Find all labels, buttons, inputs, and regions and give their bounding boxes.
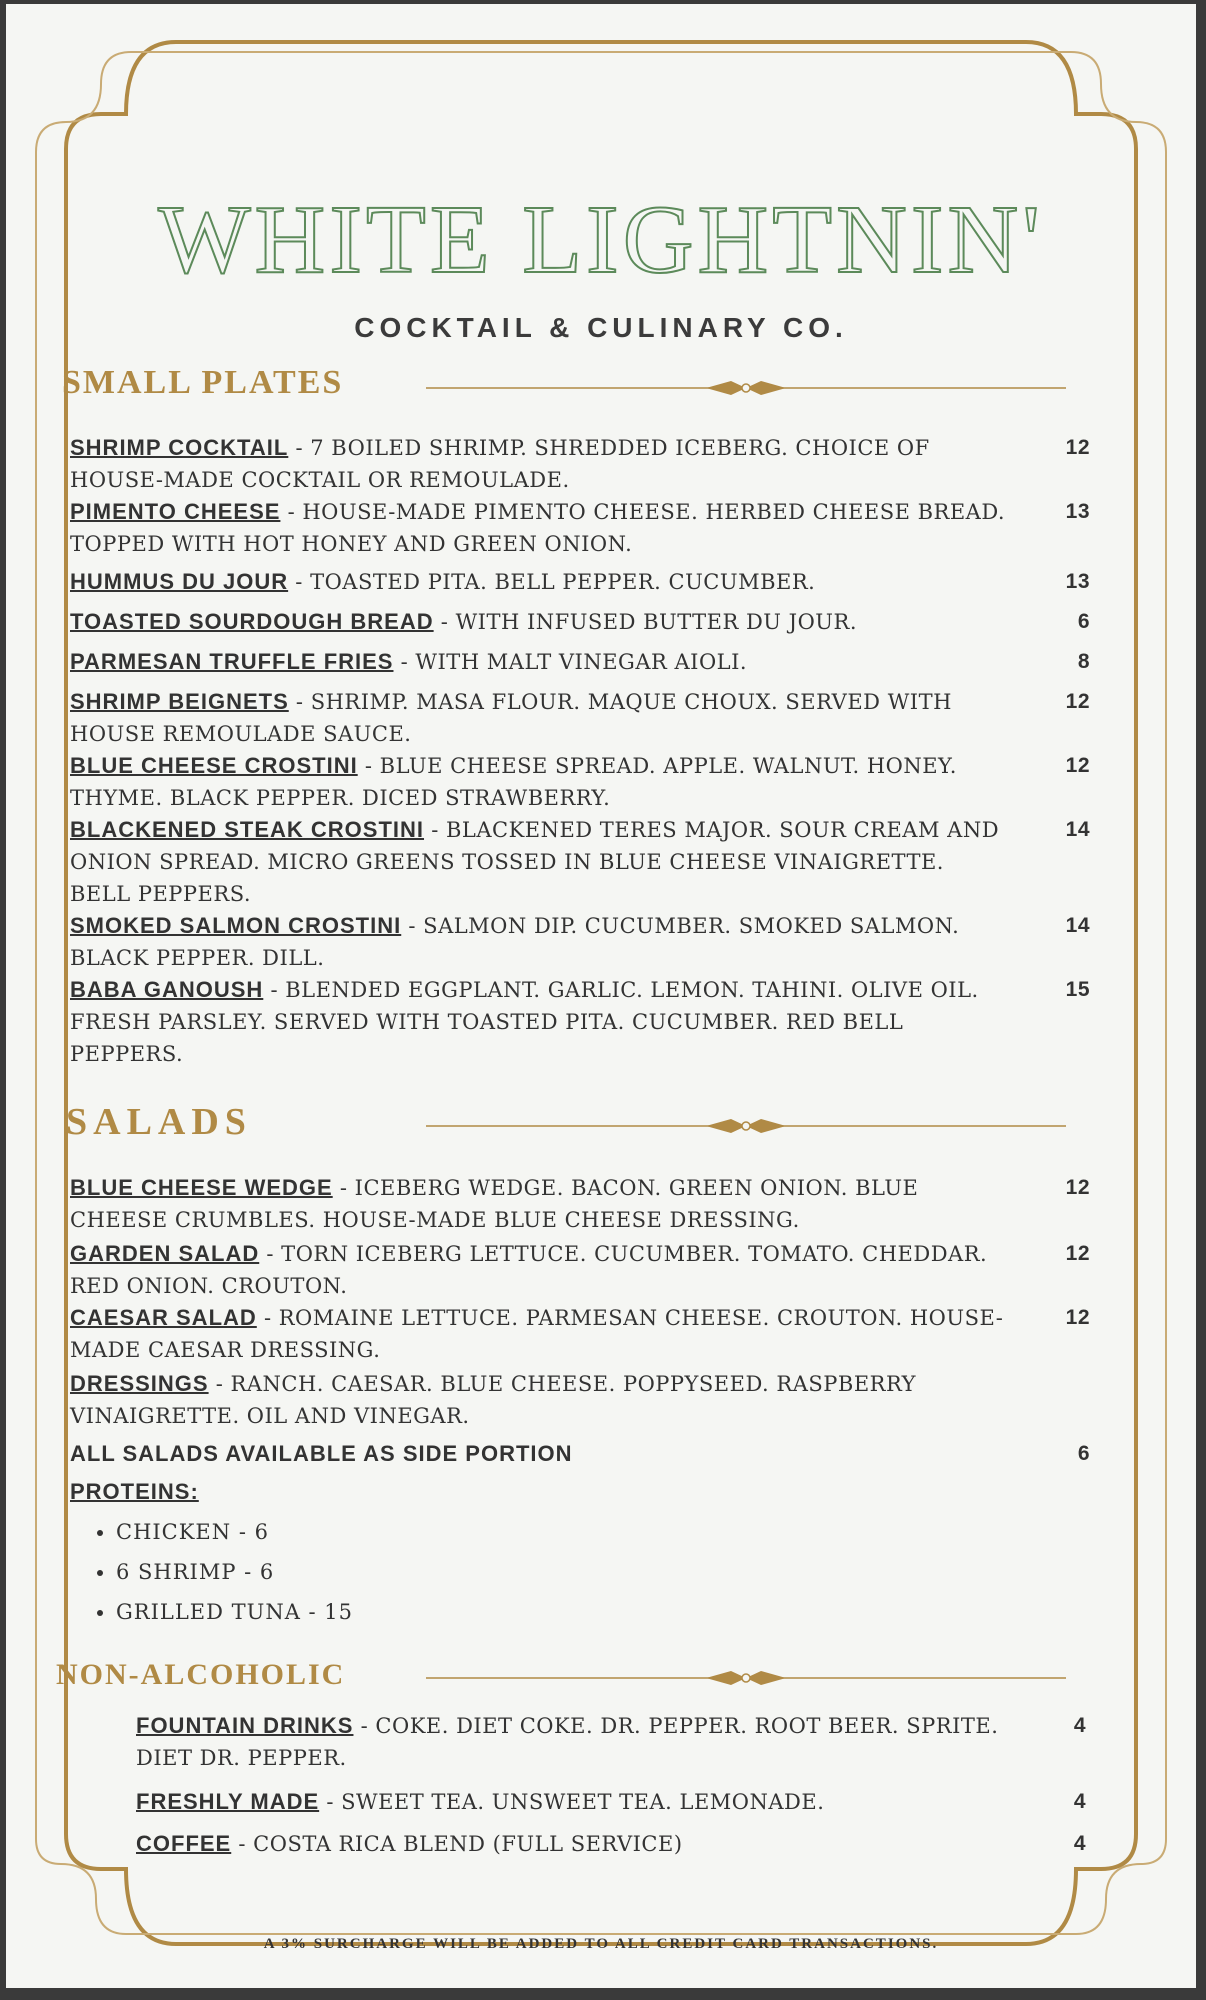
protein-item-shrimp: • 6 SHRIMP - 6 xyxy=(116,1552,353,1592)
item-price: 14 xyxy=(1065,914,1090,937)
item-description: - ROMAINE LETTUCE. PARMESAN CHEESE. CROUTON. HOUSE-MADE CAESAR DRESSING. xyxy=(70,1306,1004,1362)
side-portion-note xyxy=(70,1438,1090,1470)
item-price: 12 xyxy=(1065,1176,1090,1199)
item-description: - WITH MALT VINEGAR AIOLI. xyxy=(393,650,748,674)
ornament-divider xyxy=(426,1116,1066,1136)
ornament-divider xyxy=(426,378,1066,398)
menu-item-shrimp-beignets xyxy=(70,686,1090,750)
item-name: COFFEE xyxy=(136,1831,232,1856)
item-name: GARDEN SALAD xyxy=(70,1241,260,1266)
section-heading-non-alcoholic: NON-ALCOHOLIC xyxy=(56,1658,346,1691)
item-price: 4 xyxy=(1073,1832,1086,1855)
menu-item-fountain-drinks xyxy=(136,1710,1086,1774)
restaurant-title: WHITE LIGHTNIN' xyxy=(158,186,1044,294)
item-price: 12 xyxy=(1065,436,1090,459)
item-name: PARMESAN TRUFFLE FRIES xyxy=(70,649,394,674)
item-price: 13 xyxy=(1065,500,1090,523)
menu-item-dressings xyxy=(70,1368,1090,1432)
proteins-label: PROTEINS: xyxy=(70,1479,199,1504)
protein-item-chicken: • CHICKEN - 6 xyxy=(116,1512,353,1552)
section-heading-small-plates: SMALL PLATES xyxy=(62,364,344,401)
item-price: 4 xyxy=(1073,1714,1086,1737)
item-name: FRESHLY MADE xyxy=(136,1789,320,1814)
menu-item-pimento-cheese xyxy=(70,496,1090,560)
item-description: - BLUE CHEESE SPREAD. APPLE. WALNUT. HONEY. THYME. BLACK PEPPER. DICED STRAWBERRY. xyxy=(70,754,957,810)
menu-item-smoked-salmon-crostini xyxy=(70,910,1090,974)
menu-item-toasted-sourdough-bread xyxy=(70,606,1090,638)
proteins-list xyxy=(86,1512,353,1632)
item-name: BLACKENED STEAK CROSTINI xyxy=(70,817,425,842)
restaurant-subtitle: COCKTAIL & CULINARY CO. xyxy=(354,312,848,343)
item-name: BLUE CHEESE WEDGE xyxy=(70,1175,333,1200)
item-name: DRESSINGS xyxy=(70,1371,209,1396)
item-price: 12 xyxy=(1065,1306,1090,1329)
item-description: - TORN ICEBERG LETTUCE. CUCUMBER. TOMATO. CHEDDAR. RED ONION. CROUTON. xyxy=(70,1242,988,1298)
item-price: 14 xyxy=(1065,818,1090,841)
item-price: 6 xyxy=(1077,610,1090,633)
item-description: - WITH INFUSED BUTTER DU JOUR. xyxy=(433,610,857,634)
item-description: - COKE. DIET COKE. DR. PEPPER. ROOT BEER. SPRITE. DIET DR. PEPPER. xyxy=(136,1714,999,1770)
item-name: HUMMUS DU JOUR xyxy=(70,569,289,594)
menu-item-baba-ganoush xyxy=(70,974,1090,1070)
item-price: 6 xyxy=(1077,1442,1090,1465)
item-name: FOUNTAIN DRINKS xyxy=(136,1713,354,1738)
menu-item-blackened-steak-crostini xyxy=(70,814,1090,910)
side-portion-label: ALL SALADS AVAILABLE AS SIDE PORTION xyxy=(70,1441,573,1466)
menu-item-shrimp-cocktail xyxy=(70,432,1090,496)
menu-item-freshly-made xyxy=(136,1786,1086,1818)
menu-item-blue-cheese-crostini xyxy=(70,750,1090,814)
item-description: - BLACKENED TERES MAJOR. SOUR CREAM AND ONION SPREAD. MICRO GREENS TOSSED IN BLUE CHEESE VINAIGRETTE. BELL PEPPERS. xyxy=(70,818,1000,906)
item-name: PIMENTO CHEESE xyxy=(70,499,281,524)
item-price: 15 xyxy=(1065,978,1090,1001)
proteins-heading xyxy=(70,1476,1090,1508)
surcharge-notice: A 3% SURCHARGE WILL BE ADDED TO ALL CREDIT CARD TRANSACTIONS. xyxy=(263,1936,939,1952)
item-description: - BLENDED EGGPLANT. GARLIC. LEMON. TAHINI. OLIVE OIL. FRESH PARSLEY. SERVED WITH TOASTED PITA. CUCUMBER. RED BELL PEPPERS. xyxy=(70,978,979,1066)
item-description: - COSTA RICA BLEND (FULL SERVICE) xyxy=(231,1832,683,1856)
ornament-divider xyxy=(426,1668,1066,1688)
menu-page xyxy=(6,4,1196,1988)
item-description: - SALMON DIP. CUCUMBER. SMOKED SALMON. BLACK PEPPER. DILL. xyxy=(70,914,960,970)
item-description: - TOASTED PITA. BELL PEPPER. CUCUMBER. xyxy=(288,570,816,594)
item-description: - SWEET TEA. UNSWEET TEA. LEMONADE. xyxy=(319,1790,825,1814)
item-name: SHRIMP COCKTAIL xyxy=(70,435,289,460)
item-description: - RANCH. CAESAR. BLUE CHEESE. POPPYSEED. RASPBERRY VINAIGRETTE. OIL AND VINEGAR. xyxy=(70,1372,916,1428)
item-description: - 7 BOILED SHRIMP. SHREDDED ICEBERG. CHOICE OF HOUSE-MADE COCKTAIL OR REMOULADE. xyxy=(70,436,930,492)
item-price: 12 xyxy=(1065,754,1090,777)
section-heading-salads: SALADS xyxy=(66,1101,252,1143)
menu-item-parmesan-truffle-fries xyxy=(70,646,1090,678)
menu-item-garden-salad xyxy=(70,1238,1090,1302)
menu-item-coffee xyxy=(136,1828,1086,1860)
item-name: BABA GANOUSH xyxy=(70,977,264,1002)
item-price: 4 xyxy=(1073,1790,1086,1813)
item-description: - ICEBERG WEDGE. BACON. GREEN ONION. BLUE CHEESE CRUMBLES. HOUSE-MADE BLUE CHEESE DRESSING. xyxy=(70,1176,919,1232)
item-description: - SHRIMP. MASA FLOUR. MAQUE CHOUX. SERVED WITH HOUSE REMOULADE SAUCE. xyxy=(70,690,952,746)
item-name: CAESAR SALAD xyxy=(70,1305,257,1330)
item-price: 12 xyxy=(1065,690,1090,713)
menu-item-blue-cheese-wedge xyxy=(70,1172,1090,1236)
item-name: SHRIMP BEIGNETS xyxy=(70,689,289,714)
item-name: BLUE CHEESE CROSTINI xyxy=(70,753,358,778)
item-description: - HOUSE-MADE PIMENTO CHEESE. HERBED CHEESE BREAD. TOPPED WITH HOT HONEY AND GREEN ONION. xyxy=(70,500,1006,556)
item-price: 13 xyxy=(1065,570,1090,593)
item-name: TOASTED SOURDOUGH BREAD xyxy=(70,609,434,634)
protein-item-grilled-tuna: • GRILLED TUNA - 15 xyxy=(116,1592,353,1632)
item-name: SMOKED SALMON CROSTINI xyxy=(70,913,402,938)
item-price: 8 xyxy=(1077,650,1090,673)
menu-item-hummus-du-jour xyxy=(70,566,1090,598)
item-price: 12 xyxy=(1065,1242,1090,1265)
menu-item-caesar-salad xyxy=(70,1302,1090,1366)
